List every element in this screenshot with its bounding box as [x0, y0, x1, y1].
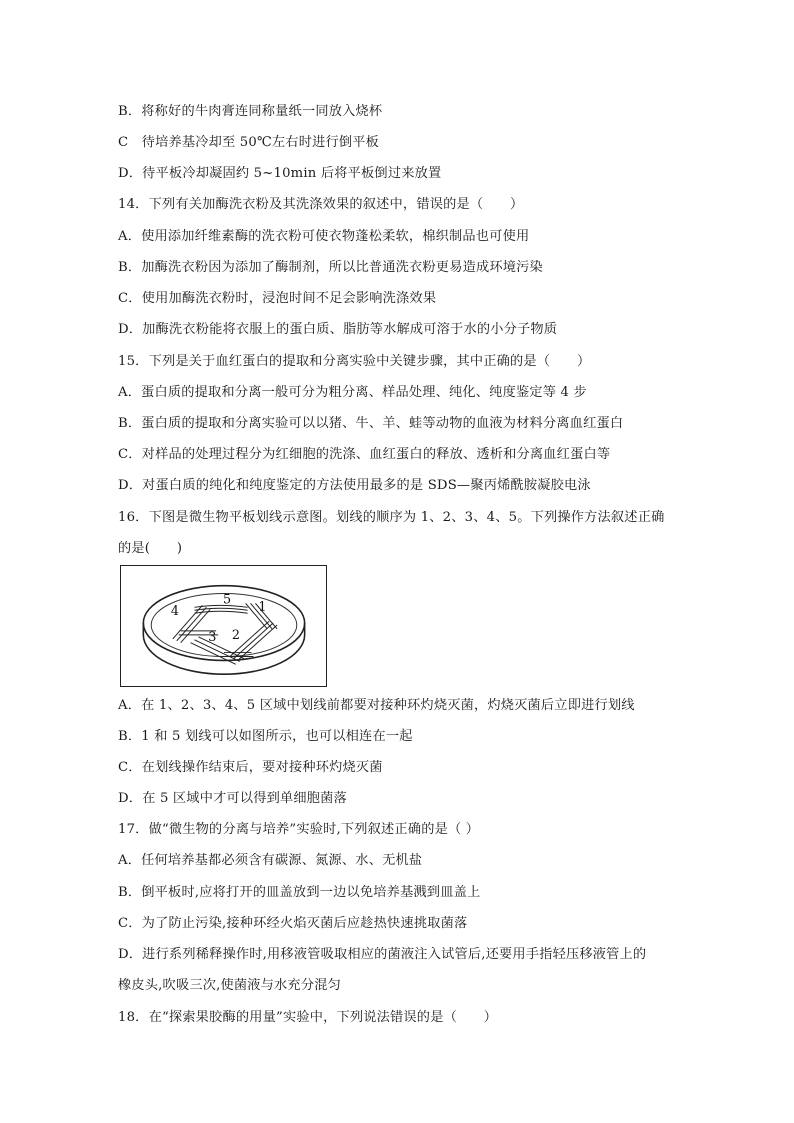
figure-label: 1 [258, 600, 267, 616]
text-line: B．加酶洗衣粉因为添加了酶制剂，所以比普通洗衣粉更易造成环境污染 [118, 260, 543, 275]
text-line: 橡皮头,吹吸三次,使菌液与水充分混匀 [118, 978, 341, 993]
text-line: D．加酶洗衣粉能将衣服上的蛋白质、脂肪等水解成可溶于水的小分子物质 [118, 322, 558, 337]
question-16: 16．下图是微生物平板划线示意图。划线的顺序为 1、2、3、4、5。下列操作方法叙述正确 [118, 510, 665, 525]
text-line: D．进行系列稀释操作时,用移液管吸取相应的菌液注入试管后,还要用手指轻压移液管上的 [118, 947, 647, 962]
text-line: B．蛋白质的提取和分离实验可以以猪、牛、羊、蛙等动物的血液为材料分离血红蛋白 [118, 416, 624, 431]
petri-dish-diagram [121, 566, 326, 686]
text-line: B．将称好的牛肉膏连同称量纸一同放入烧杯 [118, 104, 383, 119]
text-line: B．1 和 5 划线可以如图所示，也可以相连在一起 [118, 729, 413, 744]
text-line: A．在 1、2、3、4、5 区域中划线前都要对接种环灼烧灭菌，灼烧灭菌后立即进行划线 [118, 698, 635, 713]
text-line: A．任何培养基都必须含有碳源、氮源、水、无机盐 [118, 853, 423, 868]
text-line: C．为了防止污染,接种环经火焰灭菌后应趁热快速挑取菌落 [118, 916, 468, 931]
figure-label: 2 [231, 627, 240, 643]
text-line: D．待平板冷却凝固约 5~10min 后将平板倒过来放置 [118, 166, 442, 181]
text-line: D．在 5 区域中才可以得到单细胞菌落 [118, 791, 347, 806]
figure-label: 4 [170, 604, 180, 620]
text-line: C．对样品的处理过程分为红细胞的洗涤、血红蛋白的释放、透析和分离血红蛋白等 [118, 447, 611, 462]
text-line: A．蛋白质的提取和分离一般可分为粗分离、样品处理、纯化、纯度鉴定等 4 步 [118, 385, 587, 400]
question-18: 18．在“探索果胶酶的用量”实验中，下列说法错误的是（ ） [118, 1010, 498, 1025]
figure-label: 5 [223, 592, 232, 608]
text-line: 的是( ) [118, 541, 183, 556]
text-line: A．使用添加纤维素酶的洗衣粉可使衣物蓬松柔软，棉织制品也可使用 [118, 229, 530, 244]
question-14: 14．下列有关加酶洗衣粉及其洗涤效果的叙述中，错误的是（ ） [118, 197, 524, 212]
text-line: C 待培养基冷却至 50℃左右时进行倒平板 [118, 135, 380, 150]
streak-plate-figure [120, 565, 327, 687]
question-15: 15．下列是关于血红蛋白的提取和分离实验中关键步骤，其中正确的是（ ） [118, 354, 591, 369]
text-line: D．对蛋白质的纯化和纯度鉴定的方法使用最多的是 SDS—聚丙烯酰胺凝胶电泳 [118, 478, 591, 493]
text-line: B．倒平板时,应将打开的皿盖放到一边以免培养基溅到皿盖上 [118, 885, 481, 900]
figure-label: 3 [208, 629, 217, 645]
text-line: C．在划线操作结束后，要对接种环灼烧灭菌 [118, 760, 383, 775]
question-17: 17．做“微生物的分离与培养”实验时,下列叙述正确的是（ ） [118, 822, 480, 837]
text-line: C．使用加酶洗衣粉时，浸泡时间不足会影响洗涤效果 [118, 291, 437, 306]
